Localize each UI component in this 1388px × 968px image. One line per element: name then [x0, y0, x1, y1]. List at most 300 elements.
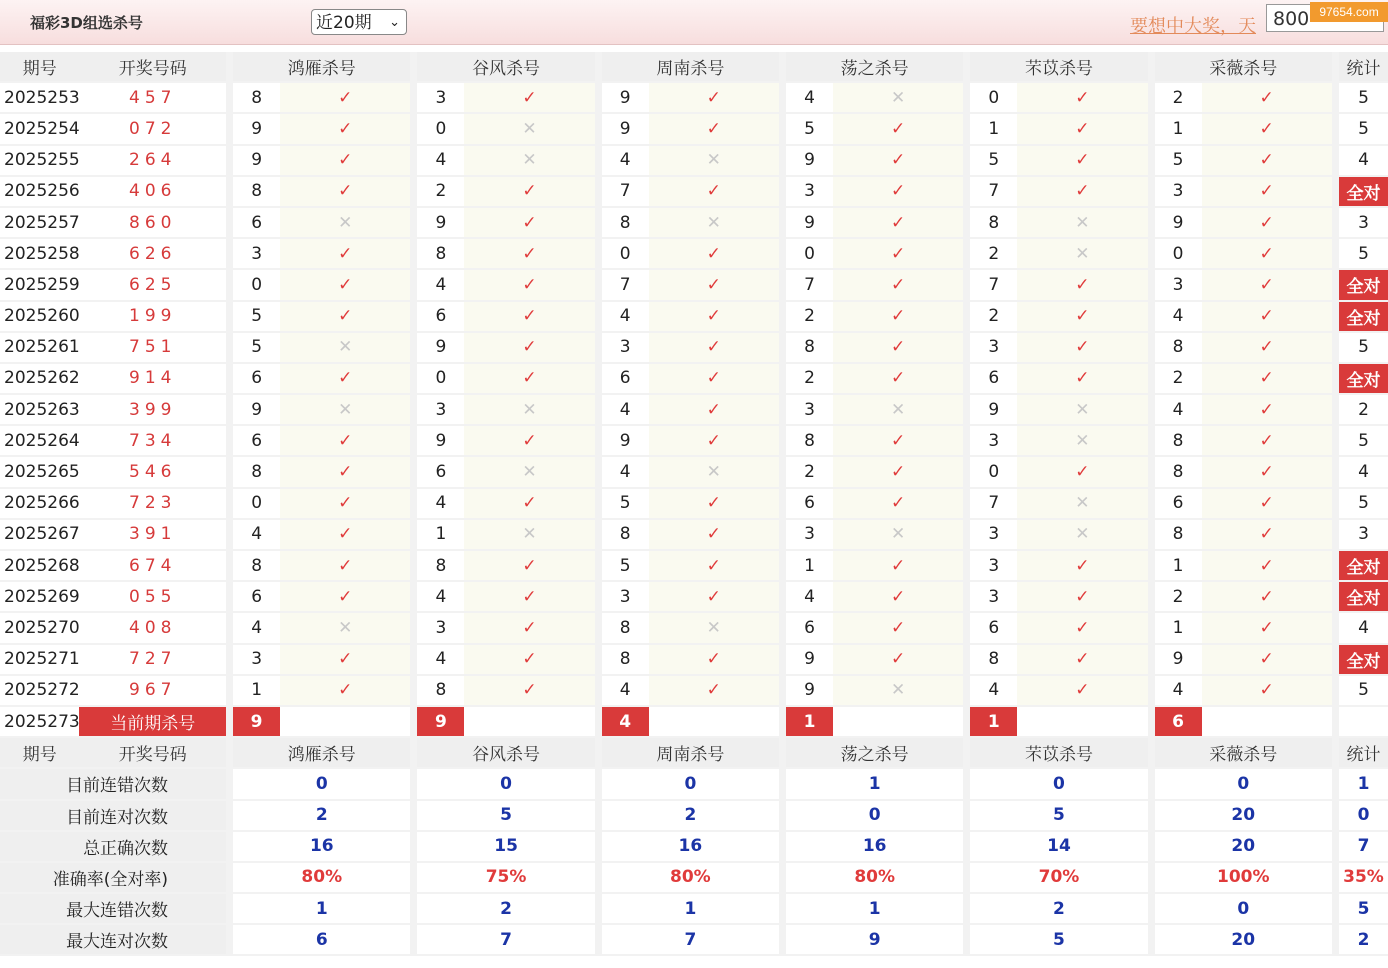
- check-mark-icon: ✓: [649, 551, 779, 582]
- issue-number: 2025265: [0, 457, 79, 488]
- check-mark-icon: ✓: [464, 676, 594, 707]
- summary-row: [0, 863, 1388, 894]
- column-divider: [410, 177, 417, 208]
- column-divider: [963, 426, 970, 457]
- column-divider: [1332, 457, 1339, 488]
- summary-value: 16: [786, 832, 963, 863]
- column-header: 周南杀号: [602, 738, 779, 769]
- column-divider: [595, 582, 602, 613]
- column-divider: [779, 208, 786, 239]
- summary-value: 20: [1155, 801, 1332, 832]
- column-divider: [410, 769, 417, 800]
- column-divider: [779, 769, 786, 800]
- summary-label: 目前连错次数: [0, 769, 226, 800]
- kill-number: 6: [233, 582, 280, 613]
- kill-number: 8: [417, 239, 464, 270]
- summary-value: 0: [233, 769, 410, 800]
- column-divider: [226, 738, 233, 769]
- check-mark-icon: ✓: [280, 645, 410, 676]
- summary-value: 2: [602, 801, 779, 832]
- kill-number: 9: [417, 208, 464, 239]
- top-bar: [0, 0, 1388, 45]
- kill-number: 6: [1155, 489, 1202, 520]
- kill-number: 7: [786, 270, 833, 301]
- kill-number: 4: [233, 520, 280, 551]
- column-divider: [410, 520, 417, 551]
- kill-number: 3: [233, 239, 280, 270]
- summary-value: 0: [602, 769, 779, 800]
- column-divider: [410, 426, 417, 457]
- column-divider: [963, 395, 970, 426]
- kill-number: 9: [233, 146, 280, 177]
- kill-number: 4: [970, 676, 1017, 707]
- column-divider: [963, 676, 970, 707]
- column-divider: [595, 489, 602, 520]
- cross-mark-icon: ✕: [1017, 489, 1147, 520]
- column-divider: [963, 613, 970, 644]
- check-mark-icon: ✓: [1202, 270, 1332, 301]
- cross-mark-icon: ✕: [464, 457, 594, 488]
- column-divider: [1148, 582, 1155, 613]
- draw-number: 264: [79, 146, 226, 177]
- cross-mark-icon: ✕: [833, 520, 963, 551]
- kill-number: 7: [970, 270, 1017, 301]
- column-divider: [1332, 645, 1339, 676]
- cross-mark-icon: ✕: [649, 146, 779, 177]
- draw-number: 734: [79, 426, 226, 457]
- column-divider: [595, 146, 602, 177]
- column-divider: [963, 489, 970, 520]
- summary-value: 75%: [417, 863, 594, 894]
- column-divider: [1148, 302, 1155, 333]
- column-divider: [226, 239, 233, 270]
- table-row: [0, 520, 1388, 551]
- check-mark-icon: ✓: [833, 457, 963, 488]
- summary-stat: 2: [1339, 925, 1388, 956]
- column-divider: [595, 894, 602, 925]
- summary-value: 15: [417, 832, 594, 863]
- kill-number: 0: [1155, 239, 1202, 270]
- current-kill-number: 1: [786, 707, 833, 738]
- check-mark-icon: ✓: [649, 333, 779, 364]
- column-divider: [595, 83, 602, 114]
- kill-number: 7: [602, 177, 649, 208]
- kill-number: 8: [233, 177, 280, 208]
- check-mark-icon: ✓: [833, 302, 963, 333]
- column-divider: [226, 364, 233, 395]
- issue-number: 2025269: [0, 582, 79, 613]
- kill-number: 2: [1155, 364, 1202, 395]
- cross-mark-icon: ✕: [464, 520, 594, 551]
- check-mark-icon: ✓: [833, 114, 963, 145]
- kill-number: 1: [786, 551, 833, 582]
- column-divider: [1148, 426, 1155, 457]
- hit-count: 3: [1339, 520, 1388, 551]
- column-divider: [410, 801, 417, 832]
- column-divider: [226, 395, 233, 426]
- app-title: 福彩3D组选杀号: [30, 14, 143, 32]
- empty-cell: [1017, 707, 1147, 738]
- summary-value: 80%: [233, 863, 410, 894]
- summary-label: 最大连对次数: [0, 925, 226, 956]
- draw-number: 399: [79, 395, 226, 426]
- summary-value: 14: [970, 832, 1147, 863]
- kill-number: 3: [417, 83, 464, 114]
- check-mark-icon: ✓: [1017, 364, 1147, 395]
- kill-number: 5: [233, 302, 280, 333]
- column-divider: [779, 302, 786, 333]
- kill-number: 2: [786, 457, 833, 488]
- column-divider: [1148, 707, 1155, 738]
- table-row: [0, 146, 1388, 177]
- issue-number: 2025273: [0, 707, 79, 738]
- kill-number: 4: [602, 676, 649, 707]
- check-mark-icon: ✓: [280, 302, 410, 333]
- check-mark-icon: ✓: [833, 239, 963, 270]
- kill-number: 0: [417, 114, 464, 145]
- column-divider: [1332, 613, 1339, 644]
- column-divider: [963, 364, 970, 395]
- summary-value: 100%: [1155, 863, 1332, 894]
- draw-number: 727: [79, 645, 226, 676]
- check-mark-icon: ✓: [649, 83, 779, 114]
- column-divider: [963, 769, 970, 800]
- kill-number: 6: [233, 426, 280, 457]
- kill-number: 9: [1155, 208, 1202, 239]
- check-mark-icon: ✓: [1202, 489, 1332, 520]
- column-divider: [1332, 333, 1339, 364]
- all-correct-badge: 全对: [1339, 364, 1388, 395]
- column-divider: [1148, 925, 1155, 956]
- kill-number: 0: [602, 239, 649, 270]
- kill-number: 9: [233, 114, 280, 145]
- column-divider: [226, 707, 233, 738]
- column-divider: [595, 738, 602, 769]
- column-divider: [779, 925, 786, 956]
- column-divider: [410, 114, 417, 145]
- kill-number: 4: [602, 146, 649, 177]
- draw-number: 391: [79, 520, 226, 551]
- check-mark-icon: ✓: [649, 676, 779, 707]
- draw-number: 457: [79, 83, 226, 114]
- check-mark-icon: ✓: [1202, 146, 1332, 177]
- check-mark-icon: ✓: [464, 333, 594, 364]
- current-kill-number: 9: [417, 707, 464, 738]
- column-divider: [779, 52, 786, 83]
- column-divider: [963, 894, 970, 925]
- summary-row: [0, 801, 1388, 832]
- column-divider: [1332, 925, 1339, 956]
- check-mark-icon: ✓: [464, 364, 594, 395]
- issue-number: 2025263: [0, 395, 79, 426]
- kill-number: 4: [602, 302, 649, 333]
- column-divider: [963, 239, 970, 270]
- promo-link[interactable]: 要想中大奖，天: [1130, 16, 1256, 37]
- column-divider: [595, 270, 602, 301]
- kill-number: 9: [1155, 645, 1202, 676]
- column-divider: [779, 114, 786, 145]
- empty-cell: [1202, 707, 1332, 738]
- summary-value: 1: [602, 894, 779, 925]
- column-divider: [595, 769, 602, 800]
- check-mark-icon: ✓: [1202, 177, 1332, 208]
- column-divider: [410, 707, 417, 738]
- column-divider: [963, 114, 970, 145]
- column-divider: [410, 645, 417, 676]
- check-mark-icon: ✓: [649, 239, 779, 270]
- check-mark-icon: ✓: [649, 364, 779, 395]
- check-mark-icon: ✓: [280, 114, 410, 145]
- column-divider: [595, 457, 602, 488]
- column-divider: [595, 863, 602, 894]
- column-divider: [595, 364, 602, 395]
- column-divider: [1332, 146, 1339, 177]
- summary-stat: 35%: [1339, 863, 1388, 894]
- column-divider: [1332, 863, 1339, 894]
- kill-number: 1: [1155, 114, 1202, 145]
- column-divider: [1332, 832, 1339, 863]
- column-divider: [1332, 676, 1339, 707]
- table-row: [0, 302, 1388, 333]
- summary-value: 80%: [602, 863, 779, 894]
- check-mark-icon: ✓: [280, 426, 410, 457]
- kill-number: 0: [970, 457, 1017, 488]
- kill-number: 4: [602, 395, 649, 426]
- column-divider: [226, 551, 233, 582]
- column-divider: [1148, 52, 1155, 83]
- summary-value: 1: [233, 894, 410, 925]
- check-mark-icon: ✓: [280, 457, 410, 488]
- column-divider: [1332, 52, 1339, 83]
- kill-number: 8: [786, 333, 833, 364]
- column-divider: [779, 801, 786, 832]
- check-mark-icon: ✓: [1017, 177, 1147, 208]
- column-divider: [1148, 738, 1155, 769]
- kill-number: 3: [602, 582, 649, 613]
- column-header: 谷风杀号: [417, 738, 594, 769]
- column-divider: [595, 676, 602, 707]
- column-divider: [226, 613, 233, 644]
- column-divider: [595, 302, 602, 333]
- kill-number: 4: [1155, 302, 1202, 333]
- hit-count: 4: [1339, 457, 1388, 488]
- summary-label: 最大连错次数: [0, 894, 226, 925]
- kill-number: 9: [602, 114, 649, 145]
- column-divider: [1148, 863, 1155, 894]
- issue-number: 2025259: [0, 270, 79, 301]
- cross-mark-icon: ✕: [464, 146, 594, 177]
- column-divider: [1148, 520, 1155, 551]
- column-divider: [595, 208, 602, 239]
- check-mark-icon: ✓: [464, 426, 594, 457]
- column-divider: [226, 769, 233, 800]
- summary-value: 5: [970, 925, 1147, 956]
- check-mark-icon: ✓: [1017, 645, 1147, 676]
- current-kill-label: 当前期杀号: [79, 707, 226, 738]
- check-mark-icon: ✓: [649, 114, 779, 145]
- column-divider: [410, 333, 417, 364]
- column-divider: [1332, 177, 1339, 208]
- check-mark-icon: ✓: [649, 645, 779, 676]
- column-divider: [226, 894, 233, 925]
- kill-number: 0: [233, 489, 280, 520]
- column-divider: [963, 582, 970, 613]
- check-mark-icon: ✓: [1017, 302, 1147, 333]
- phone-box: 800: [1266, 4, 1384, 32]
- cross-mark-icon: ✕: [464, 395, 594, 426]
- summary-value: 0: [1155, 769, 1332, 800]
- table-row: [0, 457, 1388, 488]
- kill-number: 4: [417, 270, 464, 301]
- summary-value: 7: [417, 925, 594, 956]
- kill-number: 6: [786, 613, 833, 644]
- column-divider: [595, 333, 602, 364]
- table-row: [0, 613, 1388, 644]
- column-divider: [410, 364, 417, 395]
- column-divider: [963, 146, 970, 177]
- check-mark-icon: ✓: [1202, 426, 1332, 457]
- kill-number: 3: [417, 613, 464, 644]
- column-divider: [1148, 894, 1155, 925]
- column-divider: [1148, 832, 1155, 863]
- kill-number: 8: [602, 645, 649, 676]
- column-divider: [1148, 801, 1155, 832]
- current-issue-row: [0, 707, 1388, 738]
- kill-number: 4: [786, 582, 833, 613]
- kill-number: 4: [417, 489, 464, 520]
- check-mark-icon: ✓: [280, 582, 410, 613]
- kill-number: 4: [1155, 395, 1202, 426]
- issue-number: 2025254: [0, 114, 79, 145]
- check-mark-icon: ✓: [464, 83, 594, 114]
- check-mark-icon: ✓: [1202, 582, 1332, 613]
- column-divider: [1148, 114, 1155, 145]
- check-mark-icon: ✓: [1202, 613, 1332, 644]
- summary-stat: 0: [1339, 801, 1388, 832]
- kill-number: 5: [970, 146, 1017, 177]
- summary-row: [0, 894, 1388, 925]
- summary-value: 20: [1155, 832, 1332, 863]
- kill-number: 8: [1155, 333, 1202, 364]
- column-header: 荡之杀号: [786, 738, 963, 769]
- hit-count: 5: [1339, 83, 1388, 114]
- hit-count: 5: [1339, 489, 1388, 520]
- column-divider: [226, 426, 233, 457]
- table-row: [0, 270, 1388, 301]
- column-divider: [779, 676, 786, 707]
- check-mark-icon: ✓: [833, 551, 963, 582]
- period-select-value: 近20期: [316, 13, 372, 33]
- column-divider: [1332, 551, 1339, 582]
- kill-number: 2: [786, 302, 833, 333]
- column-divider: [226, 863, 233, 894]
- column-divider: [1332, 395, 1339, 426]
- empty-cell: [649, 707, 779, 738]
- column-divider: [595, 832, 602, 863]
- column-header: 采薇杀号: [1155, 738, 1332, 769]
- check-mark-icon: ✓: [833, 177, 963, 208]
- column-divider: [226, 676, 233, 707]
- issue-number: 2025272: [0, 676, 79, 707]
- draw-number: 625: [79, 270, 226, 301]
- check-mark-icon: ✓: [464, 613, 594, 644]
- kill-number: 8: [602, 208, 649, 239]
- column-divider: [1332, 707, 1339, 738]
- kill-number: 8: [970, 208, 1017, 239]
- column-header: 芣苡杀号: [970, 52, 1147, 83]
- check-mark-icon: ✓: [1017, 270, 1147, 301]
- summary-row: [0, 769, 1388, 800]
- check-mark-icon: ✓: [280, 146, 410, 177]
- kill-number: 2: [417, 177, 464, 208]
- all-correct-badge: 全对: [1339, 270, 1388, 301]
- check-mark-icon: ✓: [833, 270, 963, 301]
- column-divider: [226, 520, 233, 551]
- check-mark-icon: ✓: [649, 582, 779, 613]
- column-divider: [410, 551, 417, 582]
- hit-count: 5: [1339, 239, 1388, 270]
- check-mark-icon: ✓: [1017, 676, 1147, 707]
- check-mark-icon: ✓: [649, 270, 779, 301]
- column-divider: [779, 582, 786, 613]
- column-header: 鸿雁杀号: [233, 52, 410, 83]
- hit-count: 5: [1339, 333, 1388, 364]
- check-mark-icon: ✓: [1202, 239, 1332, 270]
- column-divider: [963, 520, 970, 551]
- check-mark-icon: ✓: [833, 613, 963, 644]
- check-mark-icon: ✓: [833, 208, 963, 239]
- table-row: [0, 333, 1388, 364]
- summary-value: 5: [417, 801, 594, 832]
- check-mark-icon: ✓: [649, 395, 779, 426]
- empty-cell: [464, 707, 594, 738]
- summary-header-row: [0, 738, 1388, 769]
- all-correct-badge: 全对: [1339, 177, 1388, 208]
- check-mark-icon: ✓: [833, 582, 963, 613]
- cross-mark-icon: ✕: [833, 83, 963, 114]
- hit-count: 2: [1339, 395, 1388, 426]
- column-divider: [595, 52, 602, 83]
- column-divider: [410, 863, 417, 894]
- check-mark-icon: ✓: [649, 426, 779, 457]
- check-mark-icon: ✓: [1017, 551, 1147, 582]
- summary-value: 16: [602, 832, 779, 863]
- cross-mark-icon: ✕: [833, 395, 963, 426]
- cross-mark-icon: ✕: [649, 613, 779, 644]
- summary-value: 7: [602, 925, 779, 956]
- check-mark-icon: ✓: [280, 551, 410, 582]
- column-divider: [226, 645, 233, 676]
- kill-number: 0: [786, 239, 833, 270]
- kill-number: 9: [786, 645, 833, 676]
- issue-number: 2025255: [0, 146, 79, 177]
- hit-count: 4: [1339, 613, 1388, 644]
- kill-number: 1: [417, 520, 464, 551]
- issue-number: 2025258: [0, 239, 79, 270]
- column-divider: [1148, 769, 1155, 800]
- kill-number: 5: [233, 333, 280, 364]
- kill-number: 3: [233, 645, 280, 676]
- kill-number: 6: [233, 208, 280, 239]
- column-divider: [226, 177, 233, 208]
- kill-number: 9: [786, 146, 833, 177]
- kill-number: 5: [786, 114, 833, 145]
- table-row: [0, 395, 1388, 426]
- check-mark-icon: ✓: [1202, 676, 1332, 707]
- column-divider: [226, 489, 233, 520]
- period-select[interactable]: [311, 9, 407, 35]
- check-mark-icon: ✓: [833, 489, 963, 520]
